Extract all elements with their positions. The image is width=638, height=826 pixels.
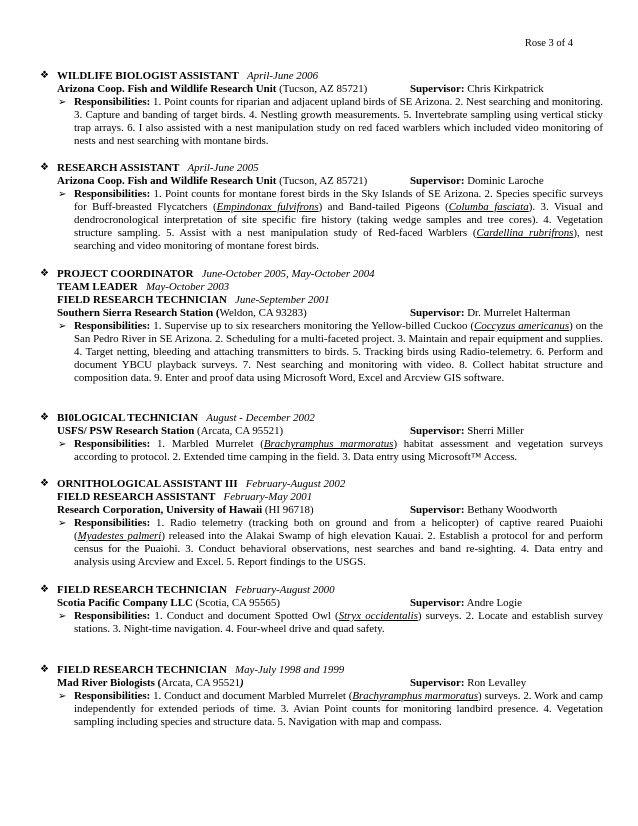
job-dates: June-October 2005, May-October 2004	[201, 268, 375, 280]
responsibilities	[38, 438, 603, 464]
organization-name: Research Corporation, University of Hawaii	[57, 504, 263, 516]
species-name: Columba fasciata	[448, 201, 529, 213]
job-entry	[38, 664, 603, 729]
diamond-bullet-icon: ❖	[40, 664, 49, 675]
organization-location: Weldon, CA 93283)	[219, 307, 307, 319]
job-dates: April-June 2005	[187, 162, 259, 174]
supervisor-name: Bethany Woodworth	[464, 504, 558, 516]
responsibilities	[38, 517, 603, 569]
job-title-line	[38, 664, 603, 677]
supervisor-name: Andre Logie	[464, 597, 522, 609]
supervisor	[410, 307, 570, 320]
supervisor	[410, 677, 526, 690]
organization-name: Arizona Coop. Fish and Wildlife Research Unit	[57, 83, 277, 95]
organization-line	[38, 597, 603, 610]
supervisor	[410, 597, 522, 610]
organization-location: (HI 96718)	[262, 504, 314, 516]
organization-line: Mad River Biologists (Arcata, CA 95521) Supervisor: Ron Levalley	[57, 677, 527, 689]
supervisor	[410, 504, 557, 517]
organization-location: (Scotia, CA 95565)	[192, 597, 280, 609]
job-entry	[38, 70, 603, 148]
responsibilities-label: Responsibilities:	[74, 188, 151, 200]
responsibilities-label: Responsibilities:	[74, 517, 151, 529]
job-title: ORNITHOLOGICAL ASSISTANT III	[57, 478, 238, 490]
organization-location: (Tucson, AZ 85721)	[276, 175, 368, 187]
supervisor-name: Sherri Miller	[464, 425, 524, 437]
organization-location: Arcata, CA 95521	[161, 677, 241, 689]
job-title: TEAM LEADER	[57, 281, 138, 293]
responsibilities-text: Responsibilities: 1. Point counts for montane forest birds in the Sky Islands of SE Arizona. 2. Species specific surveys for Buff-breasted Flycatchers (Empindonax fulvifrons) and Band-tailed Pigeons (Columba fasciata). 3. Visual and dendrocronological interpretation of site specific fire history (taking wedge samples and tree cores). 4. Vegetation structure sampling. 5. Assist with a nest manipulation study of Red-faced Warblers (Cardellina rubrifrons), nest searching and video monitoring of montane forest birds.	[74, 188, 604, 252]
responsibilities	[38, 320, 603, 385]
responsibilities-text: Responsibilities: 1. Point counts for riparian and adjacent upland birds of SE Arizona. 2. Nest searching and monitoring. 3. Capture and banding of target birds. 4. Nestling growth measurements. 5. Invertebrate sampling using vertical sticky trap arrays. 6. I also assisted with a nest manipulation study on red faced warblers which included video monitoring of nests and nest searching with montane birds.	[74, 96, 603, 147]
supervisor-label: Supervisor:	[410, 307, 465, 319]
responsibilities-label: Responsibilities:	[74, 438, 151, 450]
organization-location: (Arcata, CA 95521)	[194, 425, 284, 437]
supervisor-name: Chris Kirkpatrick	[464, 83, 544, 95]
job-dates: April-June 2006	[246, 70, 319, 82]
responsibilities	[38, 610, 603, 636]
diamond-bullet-icon: ❖	[40, 584, 49, 595]
job-title: FIELD RESEARCH TECHNICIAN	[57, 584, 227, 596]
organization-line	[38, 425, 603, 438]
diamond-bullet-icon: ❖	[40, 268, 49, 279]
supervisor-label: Supervisor:	[410, 504, 465, 516]
organization-name: Scotia Pacific Company LLC	[57, 597, 193, 609]
job-title: RESEARCH ASSISTANT	[57, 162, 180, 174]
responsibilities-text: Responsibilities: 1. Supervise up to six researchers monitoring the Yellow-billed Cuckoo (Coccyzus americanus) on the San Pedro River in SE Arizona. 2. Scheduling for a multi-faceted project. 3. Maintain and repair equipment and supplies. 4. Target netting, bleeding and attaching transmitters to birds. 5. Tracking birds using Radio-telemetry. 6. Perform and document YBCU playback surveys. 7. Nest searching and monitoring with video. 8. Collect habitat structure and composition data. 9. Enter and proof data using Microsoft Word, Excel and Arcview GIS software.	[74, 320, 603, 384]
job-title-line	[38, 281, 603, 294]
arrow-bullet-icon: ➢	[58, 97, 67, 108]
job-dates: August - December 2002	[206, 412, 315, 424]
supervisor-name: Ron Levalley	[464, 677, 527, 689]
job-title: WILDLIFE BIOLOGIST ASSISTANT	[57, 70, 239, 82]
species-name: Myadestes palmeri	[77, 530, 162, 542]
job-dates: February-August 2000	[235, 584, 335, 596]
responsibilities-text: Responsibilities: 1. Conduct and document Marbled Murrelet (Brachyramphus marmoratus) surveys. 2. Work and camp independently for extended periods of time. 3. Avian Point counts for monitoring landbird presence. 4. Vegetation sampling including species and structure data. 5. Navigation with map and compass.	[74, 690, 603, 728]
job-title: FIELD RESEARCH TECHNICIAN	[57, 664, 227, 676]
species-name: Empindonax fulvifrons	[216, 201, 319, 213]
species-name: Brachyramphus marmoratus	[263, 438, 394, 450]
arrow-bullet-icon: ➢	[58, 321, 67, 332]
responsibilities-label: Responsibilities:	[74, 610, 151, 622]
arrow-bullet-icon: ➢	[58, 439, 67, 450]
page-number: Rose 3 of 4	[524, 38, 573, 49]
species-name: Brachyramphus marmoratus	[352, 690, 479, 702]
organization-name: Mad River Biologists (	[57, 677, 162, 689]
supervisor-name: Dominic Laroche	[464, 175, 544, 187]
responsibilities	[38, 96, 603, 148]
species-name: Coccyzus americanus	[474, 320, 570, 332]
diamond-bullet-icon: ❖	[40, 70, 49, 81]
job-title-line	[38, 412, 603, 425]
job-title: BI0LOGICAL TECHNICIAN	[57, 412, 199, 424]
organization-location: (Tucson, AZ 85721)	[276, 83, 368, 95]
job-title-line	[38, 491, 603, 504]
supervisor	[410, 425, 524, 438]
organization-name: Southern Sierra Research Station (	[57, 307, 220, 319]
species-name: Cardellina rubrifrons	[476, 227, 574, 239]
job-title-line	[38, 294, 603, 307]
job-title-line	[38, 584, 603, 597]
arrow-bullet-icon: ➢	[58, 189, 67, 200]
job-entry	[38, 478, 603, 569]
organization-line	[38, 307, 603, 320]
job-dates: February-May 2001	[223, 491, 313, 503]
job-entry	[38, 268, 603, 385]
responsibilities-text: Responsibilities: 1. Conduct and document Spotted Owl (Stryx occidentalis) surveys. 2. Locate and establish survey stations. 3. Night-time navigation. 4. Four-wheel drive and quad safety.	[74, 610, 604, 635]
job-title-line	[38, 268, 603, 281]
organization-line	[38, 504, 603, 517]
job-entry	[38, 584, 603, 636]
species-name: Stryx occidentalis	[338, 610, 418, 622]
arrow-bullet-icon: ➢	[58, 691, 67, 702]
job-entry	[38, 162, 603, 253]
responsibilities-label: Responsibilities:	[74, 690, 151, 702]
organization-line	[38, 175, 603, 188]
responsibilities	[38, 690, 603, 729]
organization-line	[38, 83, 603, 96]
arrow-bullet-icon: ➢	[58, 518, 67, 529]
supervisor-name: Dr. Murrelet Halterman	[464, 307, 571, 319]
job-dates: May-July 1998 and 1999	[235, 664, 345, 676]
supervisor-label: Supervisor:	[410, 83, 465, 95]
responsibilities-text: Responsibilities: 1. Radio telemetry (tracking both on ground and from a helicopter) of captive reared Puaiohi (Myadestes palmeri) released into the Alakai Swamp of high elevation Kauai. 2. Establish a protocol for and perform census for the Puaiohi. 3. Conduct behavioral observations, nest searches and band re-sighting. 4. Data entry and analysis using Arcview and Excel. 5. Report findings to the USGS.	[74, 517, 603, 568]
responsibilities-label: Responsibilities:	[74, 320, 151, 332]
supervisor-label: Supervisor:	[410, 175, 465, 187]
supervisor	[410, 175, 544, 188]
responsibilities-text: Responsibilities: 1. Marbled Murrelet (Brachyramphus marmoratus) habitat assessment and vegetation surveys according to protocol. 2. Extended time camping in the field. 3. Data entry using Microsoft™ Access.	[74, 438, 604, 463]
job-title: FIELD RESEARCH ASSISTANT	[57, 491, 216, 503]
supervisor	[410, 83, 544, 96]
job-title-line	[38, 162, 603, 175]
supervisor-label: Supervisor:	[410, 597, 465, 609]
diamond-bullet-icon: ❖	[40, 478, 49, 489]
supervisor-label: Supervisor:	[410, 425, 465, 437]
responsibilities-label: Responsibilities:	[74, 96, 151, 108]
arrow-bullet-icon: ➢	[58, 611, 67, 622]
diamond-bullet-icon: ❖	[40, 162, 49, 173]
supervisor-label: Supervisor:	[410, 677, 465, 689]
responsibilities	[38, 188, 603, 253]
organization-name: Arizona Coop. Fish and Wildlife Research Unit	[57, 175, 277, 187]
job-title: FIELD RESEARCH TECHNICIAN	[57, 294, 227, 306]
job-title-line	[38, 70, 603, 83]
job-dates: February-August 2002	[245, 478, 346, 490]
organization-name: USFS/ PSW Research Station	[57, 425, 195, 437]
job-dates: May-October 2003	[145, 281, 230, 293]
job-entry	[38, 412, 603, 464]
job-dates: June-September 2001	[235, 294, 330, 306]
job-title: PROJECT COORDINATOR	[57, 268, 194, 280]
diamond-bullet-icon: ❖	[40, 412, 49, 423]
job-title-line	[38, 478, 603, 491]
